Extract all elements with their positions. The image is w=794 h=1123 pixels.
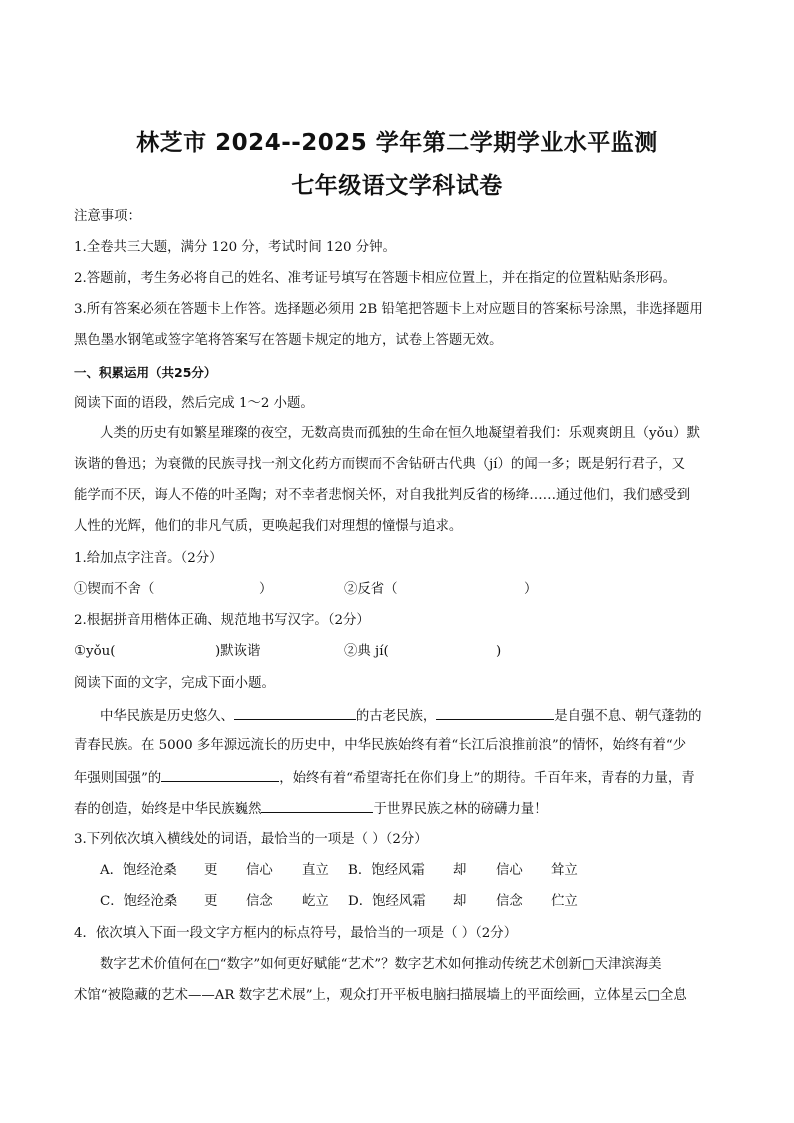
option-b-word-1: 却 — [453, 863, 467, 878]
option-c-word-1: 更 — [204, 894, 218, 909]
option-d-label: D．饱经风霜 — [348, 894, 426, 909]
exam-title: 林芝市 2024--2025 学年第二学期学业水平监测 — [136, 130, 658, 156]
question-2-item-a: ①yǒu( — [74, 644, 116, 659]
passage-line — [74, 798, 724, 820]
section-intro: 阅读下面的文字，完成下面小题。 — [74, 676, 275, 691]
section-intro: 阅读下面的语段，然后完成 1～2 小题。 — [74, 396, 314, 411]
option-c-label: C．饱经沧桑 — [100, 894, 178, 909]
option-b-label: B．饱经风霜 — [348, 863, 425, 878]
question-2-stem: 2.根据拼音用楷体正确、规范地书写汉字。（2分） — [74, 613, 370, 628]
question-2-item-a-close: )默诙谐 — [215, 644, 261, 659]
question-1-item-a-close: ） — [259, 582, 273, 597]
question-3-stem: 3.下列依次填入横线处的词语，最恰当的一项是（ ）（2分） — [74, 832, 428, 847]
passage-line: 人性的光辉，他们的非凡气质，更唤起我们对理想的憧憬与追求。 — [74, 519, 463, 534]
note-item: 1.全卷共三大题，满分 120 分，考试时间 120 分钟。 — [74, 240, 396, 255]
notes-heading: 注意事项： — [74, 209, 141, 224]
fill-blank — [234, 705, 356, 720]
passage-line: 能学而不厌，诲人不倦的叶圣陶；对不幸者悲悯关怀，对自我批判反省的杨绛……通过他们，我们感受到 — [74, 488, 690, 503]
passage-line: 人类的历史有如繁星璀璨的夜空，无数高贵而孤独的生命在恒久地凝望着我们：乐观爽朗且（yǒu）默 — [100, 426, 701, 441]
passage-text: 的古老民族， — [355, 709, 437, 724]
passage-text: ，始终有着“希望寄托在你们身上”的期待。千百年来，青春的力量，青 — [279, 771, 695, 786]
question-2-item-b: ②典 jí( — [344, 644, 389, 659]
note-item: 黑色墨水钢笔或签字笔将答案写在答题卡规定的地方，试卷上答题无效。 — [74, 333, 503, 348]
passage-line: 数字艺术价值何在□“数字”如何更好赋能“艺术”？数字艺术如何推动传统艺术创新□天津滨海美 — [100, 957, 662, 972]
question-4-stem: 4．依次填入下面一段文字方框内的标点符号，最恰当的一项是（ ）（2分） — [74, 926, 518, 941]
question-1-item-b: ②反省（ — [344, 582, 398, 597]
question-1-item-a: ①锲而不舍（ — [74, 582, 155, 597]
exam-subtitle: 七年级语文学科试卷 — [291, 173, 503, 199]
option-a-label: A．饱经沧桑 — [100, 863, 177, 878]
passage-text: 是自强不息、朝气蓬勃的 — [554, 709, 702, 724]
question-1-stem: 1.给加点字注音。（2分） — [74, 551, 223, 566]
passage-text: 春的创造，始终是中华民族巍然 — [74, 802, 262, 817]
option-c-word-3: 屹立 — [302, 894, 329, 909]
passage-line — [74, 767, 724, 789]
option-c-word-2: 信念 — [246, 894, 273, 909]
passage-text: 中华民族是历史悠久、 — [100, 709, 234, 724]
note-item: 2.答题前，考生务必将自己的姓名、准考证号填写在答题卡相应位置上，并在指定的位置粘贴条形码。 — [74, 271, 676, 286]
option-a-word-1: 更 — [204, 863, 218, 878]
option-a-word-3: 直立 — [302, 863, 329, 878]
passage-text: 年强则国强”的 — [74, 771, 162, 786]
passage-line: 诙谐的鲁迅；为衰微的民族寻找一剂文化药方而锲而不舍钻研古代典（jí）的闻一多；既是躬行君子，又 — [74, 457, 686, 472]
option-d-word-3: 伫立 — [551, 894, 578, 909]
option-d-word-2: 信念 — [496, 894, 523, 909]
passage-text: 于世界民族之林的磅礴力量！ — [373, 802, 548, 817]
question-2-item-b-close: ) — [496, 644, 502, 659]
fill-blank — [261, 798, 373, 813]
option-a-word-2: 信心 — [246, 863, 273, 878]
option-d-word-1: 却 — [453, 894, 467, 909]
note-item: 3.所有答案必须在答题卡上作答。选择题必须用 2B 铅笔把答题卡上对应题目的答案标号涂黑，非选择题用 — [74, 302, 703, 317]
passage-line: 青春民族。在 5000 多年源远流长的历史中，中华民族始终有着“长江后浪推前浪”的情怀，始终有着“少 — [74, 738, 687, 753]
section-heading: 一、积累运用（共25分） — [74, 365, 217, 380]
question-1-item-b-close: ） — [524, 582, 538, 597]
passage-line: 术馆“被隐藏的艺术——AR 数字艺术展”上，观众打开平板电脑扫描展墙上的平面绘画，立体星云□全息 — [74, 988, 687, 1003]
fill-blank — [436, 705, 554, 720]
option-b-word-3: 耸立 — [551, 863, 578, 878]
passage-line — [100, 705, 724, 727]
fill-blank — [161, 767, 279, 782]
option-b-word-2: 信心 — [496, 863, 523, 878]
